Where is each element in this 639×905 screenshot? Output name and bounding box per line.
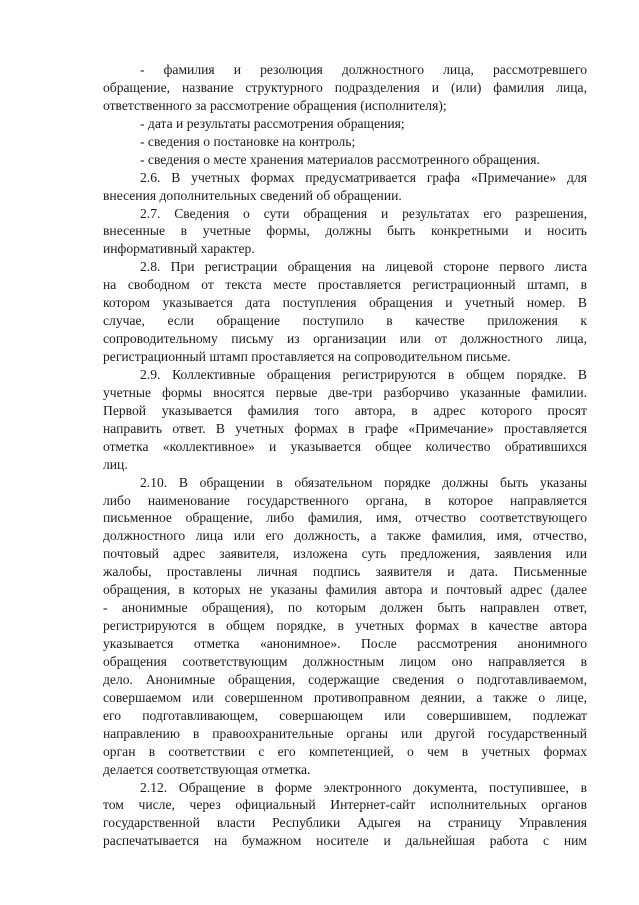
text-line: дело. Анонимные обращения, содержащие сведения о подготавливаемом, [103,671,587,687]
text-line: ответственного за рассмотрение обращения (исполнителя); [103,97,447,113]
text-line: орган в соответствии с его компетенцией, о чем в учетных формах [103,743,587,759]
text-line: 2.7. Сведения о сути обращения и результатах его разрешения, [140,205,587,221]
text-line: сопроводительному письму из организации или от должностного лица, [103,331,587,347]
text-line: учетные формы вносятся первые две-три разборчиво указанные фамилии. [103,384,587,400]
text-line: регистрационный штамп проставляется на сопроводительном письме. [103,349,511,364]
text-line: - дата и результаты рассмотрения обращения; [140,115,405,131]
text-line: почтовый адрес заявителя, изложена суть предложения, заявления или [103,546,587,562]
text-line: информативный характер. [103,241,255,257]
text-line: внесения дополнительных сведений об обращении. [103,187,402,203]
text-line: Первой указывается фамилия того автора, в адрес которого просят [103,402,587,418]
text-line: - сведения о постановке на контроль; [140,133,356,149]
text-line: обращение, название структурного подразделения и (или) фамилия лица, [103,79,587,95]
text-line: - сведения о месте хранения материалов рассмотренного обращения. [140,151,540,167]
text-line: либо наименование государственного органа, в которое направляется [103,492,587,508]
text-line: внесенные в учетные формы, должны быть конкретными и носить [103,223,587,239]
text-line: делается соответствующая отметка. [103,761,311,777]
text-line: государственной власти Республики Адыгея на страницу Управления [103,815,587,831]
text-line: письменное обращение, либо фамилия, имя, отчество соответствующего [103,510,587,526]
text-line: его подготавливающем, совершающем или совершившем, подлежат [103,707,587,723]
text-line: регистрируются в общем порядке, в учетных формах в качестве автора [103,618,587,634]
text-line: случае, если обращение поступило в качестве приложения к [103,313,587,329]
text-line: распечатывается на бумажном носителе и дальнейшая работа с ним [103,833,587,849]
text-line: направлению в правоохранительные органы или другой государственный [103,725,587,741]
text-line: на свободном от текста месте проставляется регистрационный штамп, в [103,277,587,293]
text-line: 2.12. Обращение в форме электронного документа, поступившее, в [140,779,587,795]
text-line: - анонимные обращения), по которым должен быть направлен ответ, [103,600,587,616]
text-line: отметка «коллективное» и указывается общее количество обратившихся [103,438,587,454]
text-line: 2.9. Коллективные обращения регистрируются в общем порядке. В [140,366,587,382]
text-line: котором указывается дата поступления обращения и учетный номер. В [103,295,587,311]
text-line: обращения соответствующим должностным лицом оно направляется в [103,653,587,669]
text-line: 2.8. При регистрации обращения на лицевой стороне первого листа [140,259,587,275]
text-line: жалобы, проставлены личная подпись заявителя и дата. Письменные [103,564,587,580]
text-line: направить ответ. В учетных формах в графе «Примечание» проставляется [103,420,587,436]
text-line: указывается отметка «анонимное». После рассмотрения анонимного [103,636,587,651]
text-line: обращения, в которых не указаны фамилия автора и почтовый адрес (далее [103,582,587,598]
text-line: должностного лица или его должность, а также фамилия, имя, отчество, [103,528,587,544]
text-line: - фамилия и резолюция должностного лица, рассмотревшего [140,62,587,77]
text-line: совершаемом или совершенном противоправном деянии, а также о лице, [103,689,587,705]
text-line: 2.10. В обращении в обязательном порядке должны быть указаны [140,474,587,490]
document-body [103,61,587,850]
text-line: том числе, через официальный Интернет-сайт исполнительных органов [103,797,587,813]
text-line: лиц. [103,456,128,472]
text-line: 2.6. В учетных формах предусматривается графа «Примечание» для [140,169,587,185]
